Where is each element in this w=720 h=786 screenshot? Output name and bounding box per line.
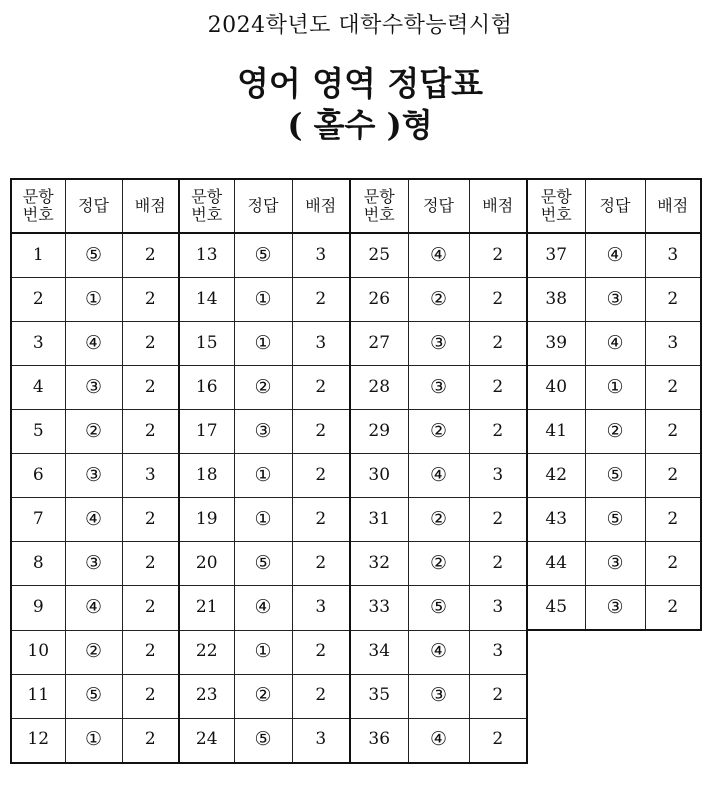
question-number: 42 [527, 454, 585, 498]
empty-cell [527, 630, 585, 674]
table-row [11, 278, 701, 322]
answer-choice: ② [234, 674, 292, 718]
points-value: 2 [469, 322, 527, 366]
answer-choice: ⑤ [408, 586, 469, 631]
question-number: 28 [350, 366, 408, 410]
answer-choice: ② [408, 278, 469, 322]
points-value: 2 [122, 718, 179, 763]
answer-choice: ① [585, 366, 645, 410]
question-number: 18 [179, 454, 234, 498]
answer-choice: ③ [585, 278, 645, 322]
answer-choice: ③ [65, 366, 122, 410]
question-number: 21 [179, 586, 234, 631]
table-row [11, 366, 701, 410]
answer-choice: ① [234, 278, 292, 322]
answer-table-container [10, 178, 702, 764]
question-number: 2 [11, 278, 65, 322]
points-value: 3 [292, 322, 350, 366]
answer-choice: ② [408, 542, 469, 586]
header-answer: 정답 [408, 179, 469, 233]
answer-choice: ④ [408, 454, 469, 498]
points-value: 2 [292, 278, 350, 322]
points-value: 2 [292, 454, 350, 498]
table-row [11, 410, 701, 454]
answer-choice: ④ [65, 322, 122, 366]
empty-cell [585, 630, 645, 674]
answer-choice: ③ [65, 542, 122, 586]
answer-choice: ② [408, 410, 469, 454]
points-value: 2 [292, 366, 350, 410]
points-value: 2 [469, 674, 527, 718]
answer-choice: ④ [408, 233, 469, 278]
header-answer: 정답 [585, 179, 645, 233]
answer-choice: ② [234, 366, 292, 410]
table-header-row [11, 179, 701, 233]
points-value: 2 [122, 586, 179, 631]
header-points: 배점 [645, 179, 701, 233]
question-number: 12 [11, 718, 65, 763]
question-number: 11 [11, 674, 65, 718]
answer-choice: ① [234, 454, 292, 498]
answer-choice: ⑤ [65, 674, 122, 718]
points-value: 2 [645, 454, 701, 498]
table-row [11, 630, 701, 674]
points-value: 3 [292, 718, 350, 763]
empty-cell [645, 630, 701, 674]
answer-choice: ④ [585, 322, 645, 366]
table-row [11, 233, 701, 278]
answer-choice: ③ [408, 322, 469, 366]
empty-cell [527, 718, 585, 763]
answer-choice: ② [408, 498, 469, 542]
points-value: 2 [292, 630, 350, 674]
answer-choice: ④ [408, 630, 469, 674]
question-number: 10 [11, 630, 65, 674]
points-value: 2 [469, 498, 527, 542]
question-number: 23 [179, 674, 234, 718]
question-number: 14 [179, 278, 234, 322]
points-value: 2 [645, 410, 701, 454]
table-body [11, 233, 701, 763]
header-question-number: 문항 번호 [350, 179, 408, 233]
points-value: 3 [645, 322, 701, 366]
points-value: 2 [292, 498, 350, 542]
points-value: 2 [469, 233, 527, 278]
header-question-number: 문항 번호 [179, 179, 234, 233]
question-number: 44 [527, 542, 585, 586]
table-row [11, 586, 701, 631]
question-number: 37 [527, 233, 585, 278]
answer-choice: ③ [408, 674, 469, 718]
question-number: 9 [11, 586, 65, 631]
header-answer: 정답 [65, 179, 122, 233]
question-number: 20 [179, 542, 234, 586]
question-number: 35 [350, 674, 408, 718]
header-answer: 정답 [234, 179, 292, 233]
question-number: 31 [350, 498, 408, 542]
question-number: 36 [350, 718, 408, 763]
empty-cell [645, 718, 701, 763]
question-number: 25 [350, 233, 408, 278]
table-row [11, 322, 701, 366]
question-number: 5 [11, 410, 65, 454]
question-number: 39 [527, 322, 585, 366]
question-number: 3 [11, 322, 65, 366]
exam-name: 2024학년도 대학수학능력시험 [207, 13, 513, 38]
question-number: 15 [179, 322, 234, 366]
answer-choice: ④ [234, 586, 292, 631]
answer-choice: ① [65, 718, 122, 763]
points-value: 2 [645, 278, 701, 322]
question-number: 17 [179, 410, 234, 454]
answer-choice: ④ [408, 718, 469, 763]
points-value: 2 [469, 410, 527, 454]
table-row [11, 498, 701, 542]
question-number: 24 [179, 718, 234, 763]
answer-choice: ⑤ [585, 454, 645, 498]
question-number: 45 [527, 586, 585, 631]
points-value: 2 [469, 366, 527, 410]
answer-choice: ④ [65, 498, 122, 542]
points-value: 3 [469, 630, 527, 674]
table-row [11, 542, 701, 586]
points-value: 3 [292, 233, 350, 278]
question-number: 43 [527, 498, 585, 542]
answer-choice: ② [65, 410, 122, 454]
points-value: 2 [469, 278, 527, 322]
points-value: 2 [469, 718, 527, 763]
points-value: 3 [122, 454, 179, 498]
question-number: 38 [527, 278, 585, 322]
page-title: 영어 영역 정답표 [236, 64, 484, 103]
table-row [11, 454, 701, 498]
points-value: 2 [645, 586, 701, 631]
question-number: 1 [11, 233, 65, 278]
points-value: 3 [469, 586, 527, 631]
empty-cell [645, 674, 701, 718]
question-number: 13 [179, 233, 234, 278]
question-number: 29 [350, 410, 408, 454]
question-number: 32 [350, 542, 408, 586]
question-number: 6 [11, 454, 65, 498]
answer-choice: ⑤ [234, 542, 292, 586]
header-points: 배점 [292, 179, 350, 233]
question-number: 26 [350, 278, 408, 322]
answer-choice: ⑤ [234, 233, 292, 278]
empty-cell [527, 674, 585, 718]
answer-choice: ③ [585, 542, 645, 586]
points-value: 2 [292, 674, 350, 718]
answer-choice: ③ [234, 410, 292, 454]
exam-type-label: ( 홀수 )형 [287, 106, 433, 144]
answer-table [10, 178, 702, 764]
question-number: 22 [179, 630, 234, 674]
question-number: 4 [11, 366, 65, 410]
answer-choice: ③ [65, 454, 122, 498]
question-number: 7 [11, 498, 65, 542]
points-value: 2 [122, 322, 179, 366]
points-value: 3 [645, 233, 701, 278]
empty-cell [585, 674, 645, 718]
header-question-number: 문항 번호 [11, 179, 65, 233]
points-value: 2 [292, 410, 350, 454]
empty-cell [585, 718, 645, 763]
answer-choice: ③ [408, 366, 469, 410]
points-value: 2 [122, 278, 179, 322]
answer-choice: ② [585, 410, 645, 454]
points-value: 2 [122, 674, 179, 718]
question-number: 8 [11, 542, 65, 586]
points-value: 2 [292, 542, 350, 586]
points-value: 2 [469, 542, 527, 586]
answer-choice: ① [234, 498, 292, 542]
question-number: 27 [350, 322, 408, 366]
header-points: 배점 [469, 179, 527, 233]
answer-choice: ④ [65, 586, 122, 631]
header-points: 배점 [122, 179, 179, 233]
header-question-number: 문항 번호 [527, 179, 585, 233]
answer-choice: ① [65, 278, 122, 322]
answer-choice: ② [65, 630, 122, 674]
points-value: 2 [122, 410, 179, 454]
points-value: 2 [645, 542, 701, 586]
answer-choice: ① [234, 322, 292, 366]
answer-choice: ⑤ [234, 718, 292, 763]
answer-choice: ⑤ [65, 233, 122, 278]
points-value: 3 [292, 586, 350, 631]
question-number: 34 [350, 630, 408, 674]
points-value: 2 [645, 498, 701, 542]
points-value: 2 [122, 366, 179, 410]
question-number: 41 [527, 410, 585, 454]
points-value: 2 [122, 630, 179, 674]
points-value: 2 [122, 498, 179, 542]
question-number: 33 [350, 586, 408, 631]
answer-choice: ① [234, 630, 292, 674]
question-number: 30 [350, 454, 408, 498]
points-value: 3 [469, 454, 527, 498]
table-row [11, 718, 701, 763]
table-row [11, 674, 701, 718]
answer-choice: ③ [585, 586, 645, 631]
question-number: 16 [179, 366, 234, 410]
points-value: 2 [645, 366, 701, 410]
question-number: 19 [179, 498, 234, 542]
answer-choice: ④ [585, 233, 645, 278]
points-value: 2 [122, 542, 179, 586]
question-number: 40 [527, 366, 585, 410]
points-value: 2 [122, 233, 179, 278]
answer-choice: ⑤ [585, 498, 645, 542]
